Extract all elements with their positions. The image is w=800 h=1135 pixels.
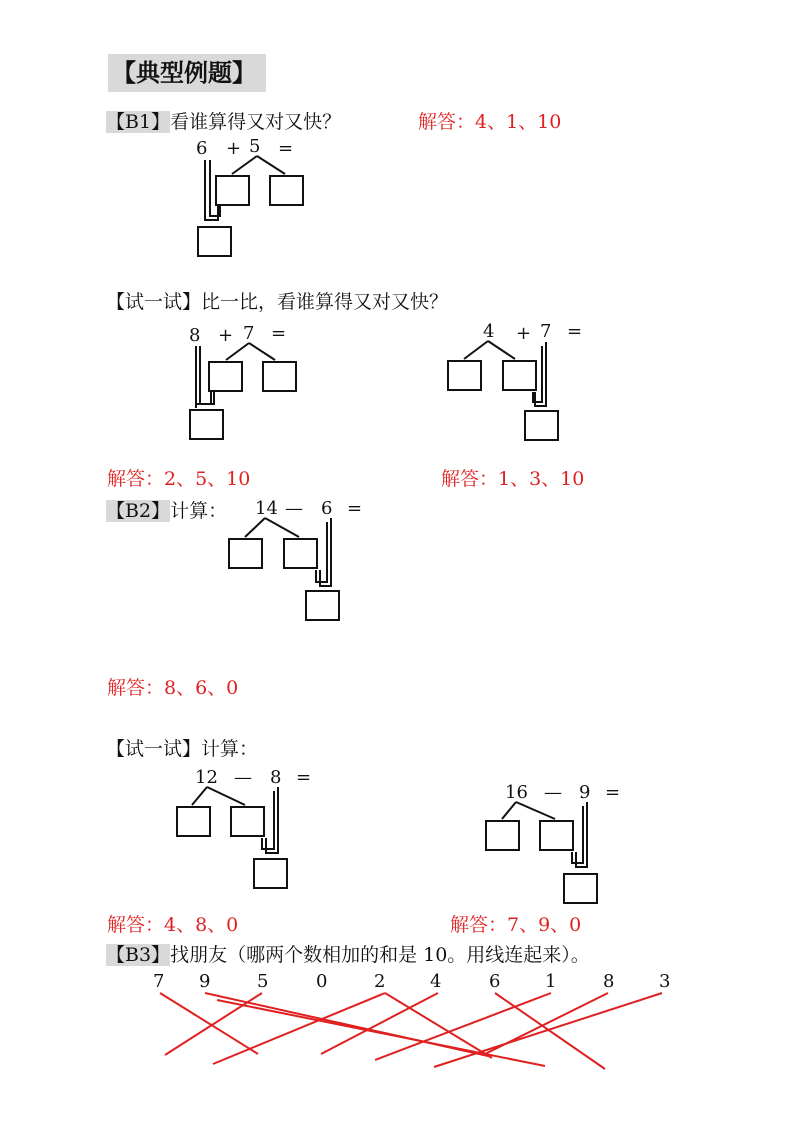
b2-box-3[interactable] xyxy=(305,590,340,621)
match-line-1-9 xyxy=(375,993,551,1060)
try2-right-op: — xyxy=(544,782,562,803)
match-line-3-7 xyxy=(434,993,662,1067)
try2-right-b: 9 xyxy=(579,782,591,803)
try2-left-box-2[interactable] xyxy=(230,806,265,837)
b1-box-3[interactable] xyxy=(197,226,232,257)
b1-box-1[interactable] xyxy=(215,175,250,206)
try1-left-op: + xyxy=(218,325,234,346)
connector-line xyxy=(488,341,515,359)
match-line-4-6 xyxy=(321,993,438,1054)
section-title: 【典型例题】 xyxy=(108,54,266,92)
try2-left-box-3[interactable] xyxy=(253,858,288,889)
b3-number[interactable]: 4 xyxy=(430,971,442,992)
b3-question: 找朋友（哪两个数相加的和是 10。用线连起来）。 xyxy=(170,944,590,966)
try1-right-box-2[interactable] xyxy=(502,360,537,391)
try1-left-a: 8 xyxy=(189,325,201,346)
connector-line xyxy=(265,518,299,537)
b2-box-1[interactable] xyxy=(228,538,263,569)
b2-expr-op: — xyxy=(285,498,303,519)
b2-box-2[interactable] xyxy=(283,538,318,569)
b3-number[interactable]: 6 xyxy=(489,971,501,992)
try1-left-eq: = xyxy=(271,323,287,344)
try2-right-box-2[interactable] xyxy=(539,820,574,851)
try2-right-eq: = xyxy=(605,782,621,803)
try2-left-box-1[interactable] xyxy=(176,806,211,837)
try1-right-b: 7 xyxy=(540,321,552,342)
match-line-8-2 xyxy=(483,993,608,1055)
try1-left-box-1[interactable] xyxy=(208,361,243,392)
connector-line xyxy=(192,787,207,805)
connector-line xyxy=(516,802,555,819)
b2-question: 计算： xyxy=(170,500,228,522)
b3-number[interactable]: 8 xyxy=(603,971,615,992)
b3-number[interactable]: 3 xyxy=(659,971,671,992)
try2-right-a: 16 xyxy=(505,782,528,803)
b1-answer: 解答：4、1、10 xyxy=(418,111,562,133)
matching-lines xyxy=(160,993,662,1069)
b1-line xyxy=(106,107,341,134)
b2-tag: 【B2】 xyxy=(106,500,171,522)
b2-expr-eq: = xyxy=(347,498,363,519)
try2-left-a: 12 xyxy=(195,767,218,788)
match-line-7-3 xyxy=(160,993,258,1054)
match-line-6-4 xyxy=(495,993,605,1069)
b1-expr-a: 6 xyxy=(196,138,208,159)
b3-number[interactable]: 9 xyxy=(199,971,211,992)
connector-line xyxy=(207,787,245,805)
b1-expr-b: 5 xyxy=(249,136,261,157)
try2-label: 【试一试】计算： xyxy=(106,738,259,760)
connector-line xyxy=(576,802,587,867)
match-line-extra xyxy=(217,1000,545,1066)
b3-number[interactable]: 0 xyxy=(316,971,328,992)
try1-left-b: 7 xyxy=(243,323,255,344)
try1-right-op: + xyxy=(516,323,532,344)
connector-line xyxy=(502,802,516,819)
connector-line xyxy=(249,343,275,360)
connector-line xyxy=(320,518,331,586)
b3-tag: 【B3】 xyxy=(106,944,171,966)
b1-question: 看谁算得又对又快？ xyxy=(170,111,342,133)
b2-expr-b: 6 xyxy=(321,498,333,519)
connector-line xyxy=(196,392,214,404)
try1-label: 【试一试】比一比，看谁算得又对又快？ xyxy=(106,291,449,313)
try1-left-answer: 解答：2、5、10 xyxy=(107,468,251,490)
b2-line xyxy=(106,496,227,523)
b3-number[interactable]: 5 xyxy=(257,971,269,992)
try2-left-b: 8 xyxy=(270,767,282,788)
try1-right-box-1[interactable] xyxy=(447,360,482,391)
b1-box-2[interactable] xyxy=(269,175,304,206)
try1-left-box-3[interactable] xyxy=(189,409,224,440)
b1-expr-eq: = xyxy=(278,138,294,159)
try2-right-answer: 解答：7、9、0 xyxy=(450,914,582,936)
try2-left-op: — xyxy=(234,767,252,788)
try1-left-box-2[interactable] xyxy=(262,361,297,392)
try1-right-a: 4 xyxy=(483,321,495,342)
match-line-2-8b xyxy=(385,993,492,1058)
b1-tag: 【B1】 xyxy=(106,111,171,133)
match-line-2-8 xyxy=(213,993,385,1064)
try2-left-eq: = xyxy=(296,767,312,788)
try1-right-answer: 解答：1、3、10 xyxy=(441,468,585,490)
try2-right-box-3[interactable] xyxy=(563,873,598,904)
match-line-9-1 xyxy=(205,993,488,1056)
try2-left-answer: 解答：4、8、0 xyxy=(107,914,239,936)
b3-line xyxy=(106,940,590,967)
connector-line xyxy=(245,518,265,537)
try1-right-box-3[interactable] xyxy=(524,410,559,441)
b3-number[interactable]: 2 xyxy=(374,971,386,992)
connector-line xyxy=(266,787,278,853)
b1-expr-op: + xyxy=(226,138,242,159)
b2-answer: 解答：8、6、0 xyxy=(107,677,239,699)
try2-right-box-1[interactable] xyxy=(485,820,520,851)
try1-right-eq: = xyxy=(567,321,583,342)
match-line-5-5 xyxy=(165,993,262,1055)
b2-expr-a: 14 xyxy=(255,498,278,519)
b3-number[interactable]: 7 xyxy=(153,971,165,992)
connector-line xyxy=(464,341,488,359)
b3-number[interactable]: 1 xyxy=(545,971,557,992)
